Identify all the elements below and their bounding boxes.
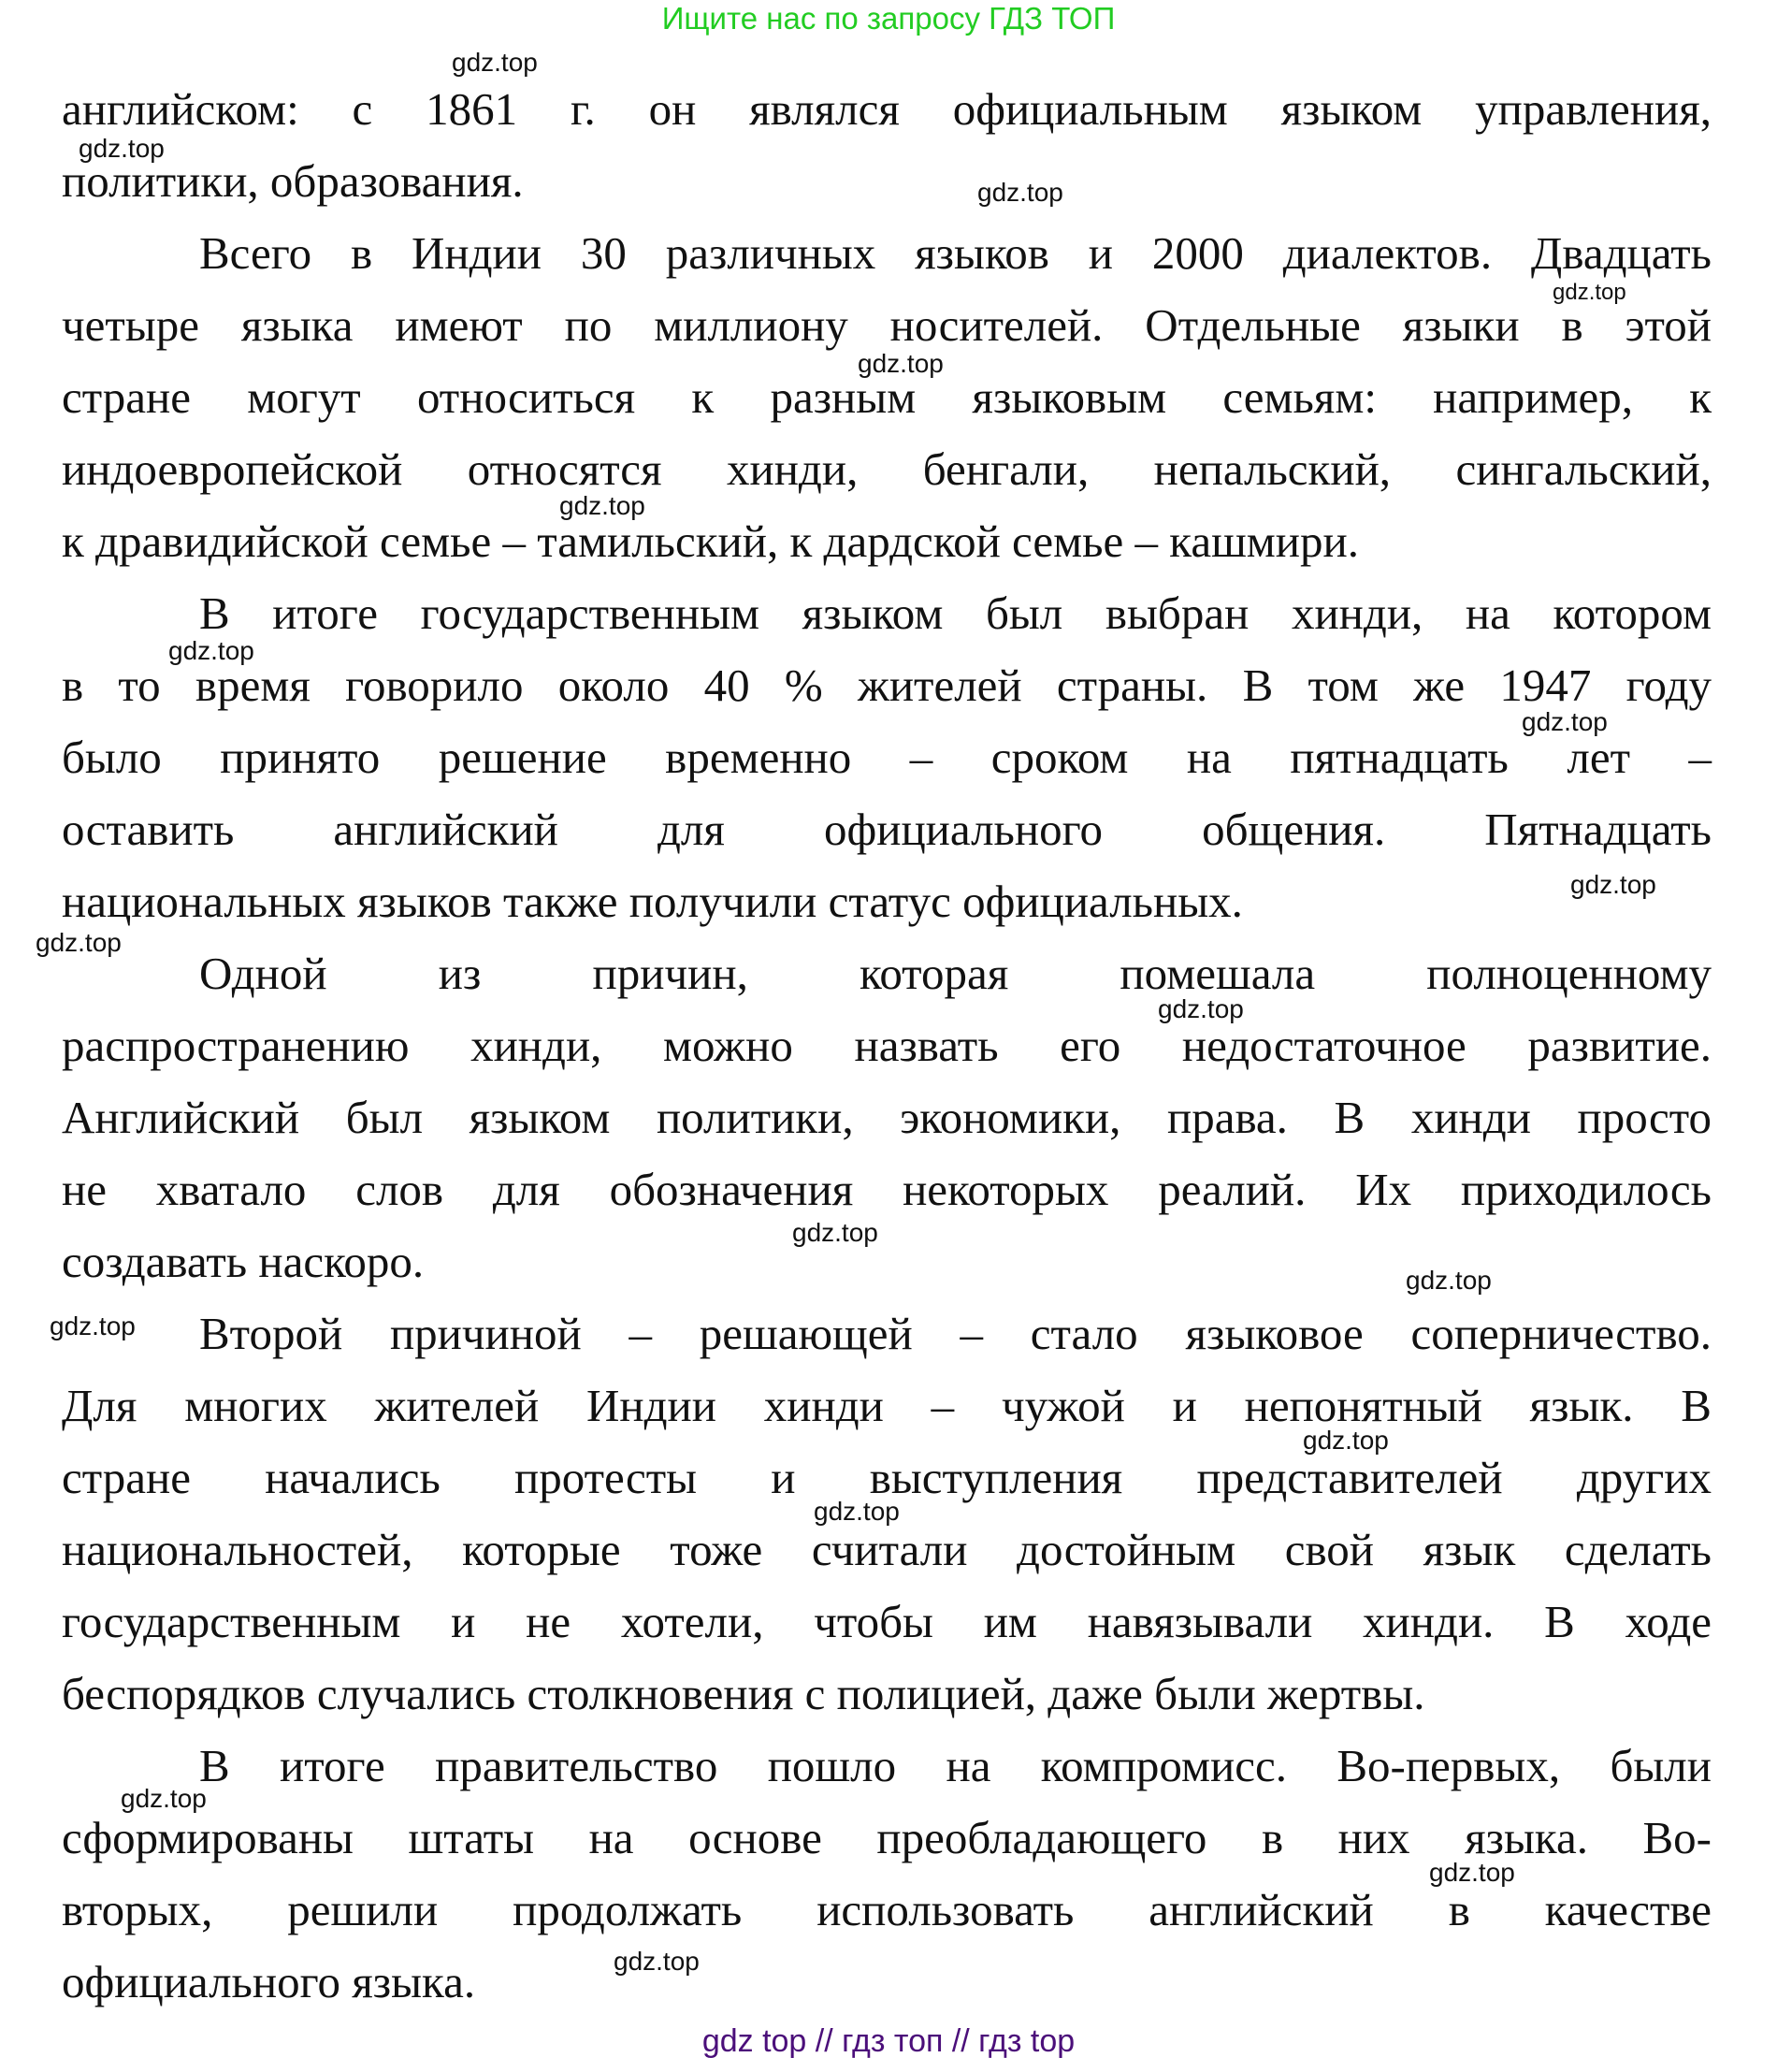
footer-banner: gdz top // гдз топ // гдз top bbox=[701, 2023, 1076, 2059]
text-line: не хватало слов для обозначения некоторых реалий. Их приходилось bbox=[62, 1164, 1712, 1215]
watermark: gdz.top bbox=[168, 636, 254, 665]
text-line: создавать наскоро. bbox=[62, 1236, 425, 1287]
text-line: оставить английский для официального общения. Пятнадцать bbox=[62, 804, 1712, 855]
text-line: к дравидийской семье – тамильский, к дардской семье – кашмири. bbox=[62, 515, 1360, 567]
text-line: английском: с 1861 г. он являлся официальным языком управления, bbox=[62, 83, 1712, 135]
watermark: gdz.top bbox=[1406, 1266, 1492, 1295]
text-line: В итоге государственным языком был выбран хинди, на котором bbox=[199, 587, 1712, 639]
text-line: сформированы штаты на основе преобладающего в них языка. Во- bbox=[62, 1812, 1712, 1863]
text-line: политики, образования. bbox=[62, 155, 524, 207]
text-line: стране могут относиться к разным языковым семьям: например, к bbox=[62, 371, 1712, 423]
watermark: gdz.top bbox=[1570, 870, 1656, 899]
text-line: государственным и не хотели, чтобы им навязывали хинди. В ходе bbox=[62, 1596, 1712, 1647]
text-line: В итоге правительство пошло на компромисс. Во-первых, были bbox=[199, 1740, 1712, 1791]
watermark: gdz.top bbox=[614, 1947, 700, 1976]
text-line: вторых, решили продолжать использовать английский в качестве bbox=[62, 1884, 1712, 1935]
text-line: Одной из причин, которая помешала полноценному bbox=[199, 948, 1712, 999]
watermark: gdz.top bbox=[1429, 1858, 1515, 1887]
watermark: gdz.top bbox=[559, 491, 645, 520]
text-line: официального языка. bbox=[62, 1956, 476, 2007]
text-line: индоевропейской относятся хинди, бенгали, непальский, сингальский, bbox=[62, 443, 1712, 495]
text-line: Для многих жителей Индии хинди – чужой и непонятный язык. В bbox=[62, 1380, 1712, 1431]
watermark: gdz.top bbox=[814, 1497, 900, 1526]
search-banner: Ищите нас по запросу ГДЗ ТОП bbox=[661, 1, 1116, 36]
watermark: gdz.top bbox=[50, 1311, 136, 1340]
text-line: национальных языков также получили статус официальных. bbox=[62, 876, 1243, 927]
text-line: стране начались протесты и выступления представителей других bbox=[62, 1452, 1712, 1503]
watermark: gdz.top bbox=[1158, 994, 1244, 1023]
watermark: gdz.top bbox=[121, 1784, 207, 1813]
watermark: gdz.top bbox=[36, 928, 122, 957]
watermark: gdz.top bbox=[858, 349, 944, 378]
watermark: gdz.top bbox=[977, 178, 1063, 207]
text-line: национальностей, которые тоже считали достойным свой язык сделать bbox=[62, 1524, 1712, 1575]
watermark: gdz.top bbox=[452, 48, 538, 77]
text-line: было принято решение временно – сроком на пятнадцать лет – bbox=[62, 732, 1712, 783]
text-line: Всего в Индии 30 различных языков и 2000 диалектов. Двадцать bbox=[199, 227, 1712, 279]
text-line: в то время говорило около 40 % жителей страны. В том же 1947 году bbox=[62, 659, 1712, 711]
text-line: четыре языка имеют по миллиону носителей. Отдельные языки в этой bbox=[62, 299, 1712, 351]
watermark: gdz.top bbox=[79, 134, 165, 163]
watermark: gdz.top bbox=[1553, 280, 1626, 305]
watermark: gdz.top bbox=[792, 1218, 878, 1247]
text-line: Второй причиной – решающей – стало языковое соперничество. bbox=[199, 1308, 1712, 1359]
text-line: распространению хинди, можно назвать его недостаточное развитие. bbox=[62, 1020, 1712, 1071]
text-line: Английский был языком политики, экономики, права. В хинди просто bbox=[62, 1092, 1712, 1143]
watermark: gdz.top bbox=[1303, 1426, 1389, 1455]
text-line: беспорядков случались столкновения с полицией, даже были жертвы. bbox=[62, 1668, 1425, 1719]
watermark: gdz.top bbox=[1522, 707, 1608, 736]
